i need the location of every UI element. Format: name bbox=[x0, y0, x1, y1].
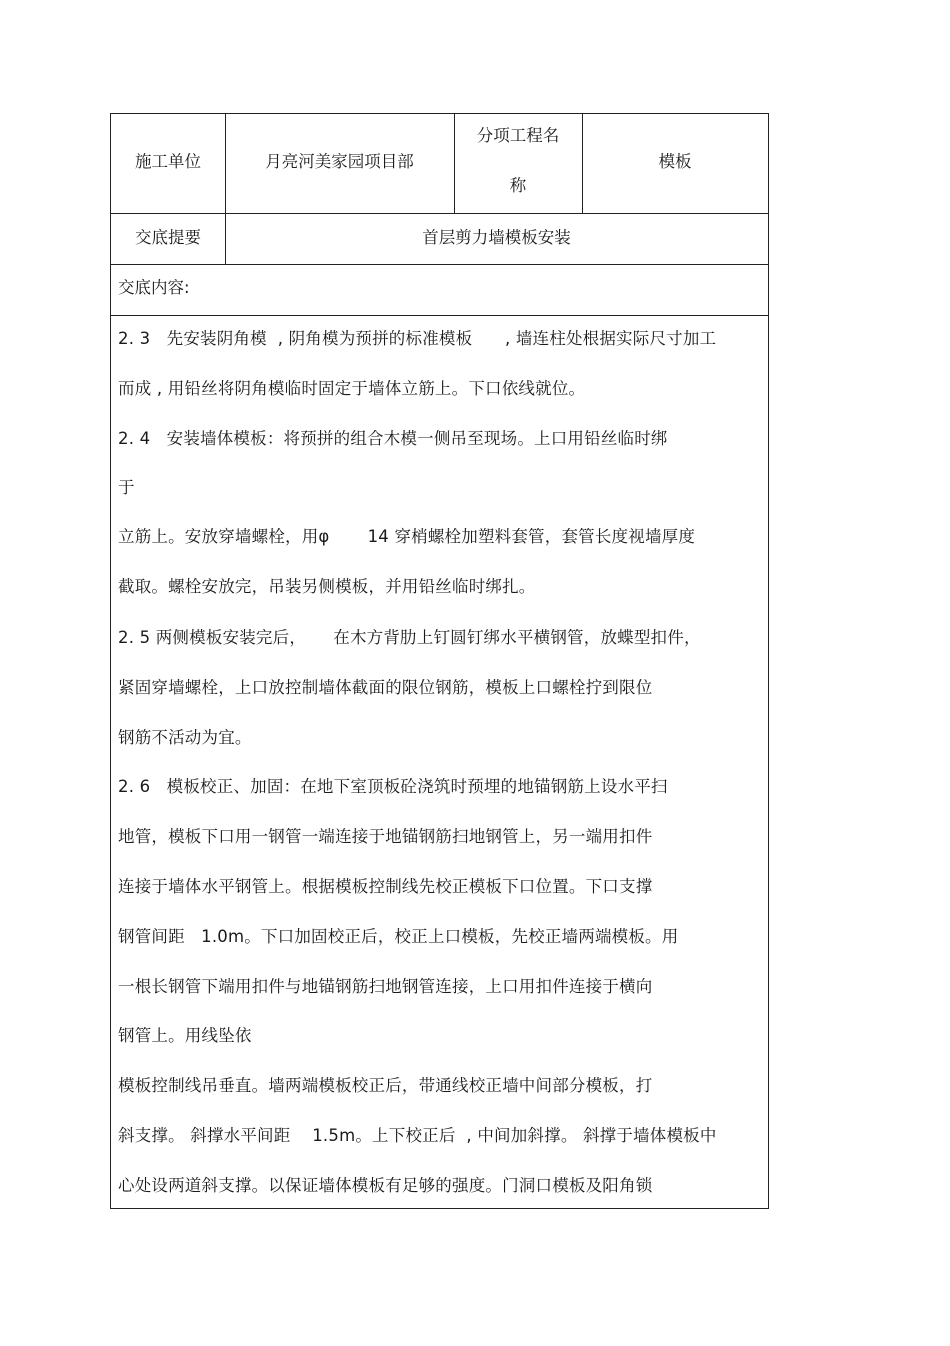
body-line: 钢筋不活动为宜。 bbox=[118, 728, 252, 747]
body-line: 2. 5 两侧模板安装完后， 在木方背肋上钉圆钉绑水平横钢管，放蝶型扣件， bbox=[118, 628, 701, 647]
body-line: 紧固穿墙螺栓，上口放控制墙体截面的限位钢筋，模板上口螺栓拧到限位 bbox=[118, 678, 653, 697]
row-divider bbox=[111, 213, 768, 214]
body-line: 心处设两道斜支撑。以保证墙体模板有足够的强度。门洞口模板及阳角锁 bbox=[118, 1176, 653, 1195]
body-line: 2. 4 安装墙体模板：将预拼的组合木模一侧吊至现场。上口用铅丝临时绑 bbox=[118, 429, 668, 448]
body-line: 地管，模板下口用一钢管一端连接于地锚钢筋扫地钢管上，另一端用扣件 bbox=[118, 827, 653, 846]
body-line: 钢管上。用线坠依 bbox=[118, 1026, 252, 1045]
content-label: 交底内容: bbox=[118, 278, 190, 297]
summary-label: 交底提要 bbox=[135, 228, 201, 247]
body-line: 而成 , 用铅丝将阴角模临时固定于墙体立筋上。下口依线就位。 bbox=[118, 379, 586, 398]
row-divider bbox=[111, 315, 768, 316]
body-line: 2. 6 模板校正、加固：在地下室顶板砼浇筑时预埋的地锚钢筋上设水平扫 bbox=[118, 777, 668, 796]
sub-item-name-label: 分项工程名 bbox=[476, 126, 560, 145]
sub-item-name-label-cont: 称 bbox=[509, 176, 527, 195]
body-line: 斜支撑。 斜撑水平间距 1.5m。上下校正后 , 中间加斜撑。 斜撑于墙体模板中 bbox=[118, 1126, 717, 1145]
construction-unit-value: 月亮河美家园项目部 bbox=[265, 152, 414, 171]
body-line: 模板控制线吊垂直。墙两端模板校正后，带通线校正墙中间部分模板，打 bbox=[118, 1076, 653, 1095]
body-line: 截取。螺栓安放完，吊装另侧模板，并用铅丝临时绑扎。 bbox=[118, 577, 536, 596]
body-line: 于 bbox=[118, 478, 135, 497]
construction-unit-label: 施工单位 bbox=[135, 152, 201, 171]
sub-item-name-value: 模板 bbox=[658, 152, 692, 171]
technical-disclosure-table bbox=[110, 113, 769, 1209]
summary-value: 首层剪力墙模板安装 bbox=[422, 228, 571, 247]
body-line: 立筋上。安放穿墙螺栓，用φ 14 穿梢螺栓加塑料套管，套管长度视墙厚度 bbox=[118, 527, 696, 546]
body-line: 一根长钢管下端用扣件与地锚钢筋扫地钢管连接，上口用扣件连接于横向 bbox=[118, 977, 653, 996]
body-line: 连接于墙体水平钢管上。根据模板控制线先校正模板下口位置。下口支撑 bbox=[118, 877, 653, 896]
body-line: 钢管间距 1.0m。下口加固校正后，校正上口模板，先校正墙两端模板。用 bbox=[118, 927, 679, 946]
row-divider bbox=[111, 264, 768, 265]
body-line: 2. 3 先安装阴角模 , 阴角模为预拼的标准模板 , 墙连柱处根据实际尺寸加工 bbox=[118, 329, 717, 348]
